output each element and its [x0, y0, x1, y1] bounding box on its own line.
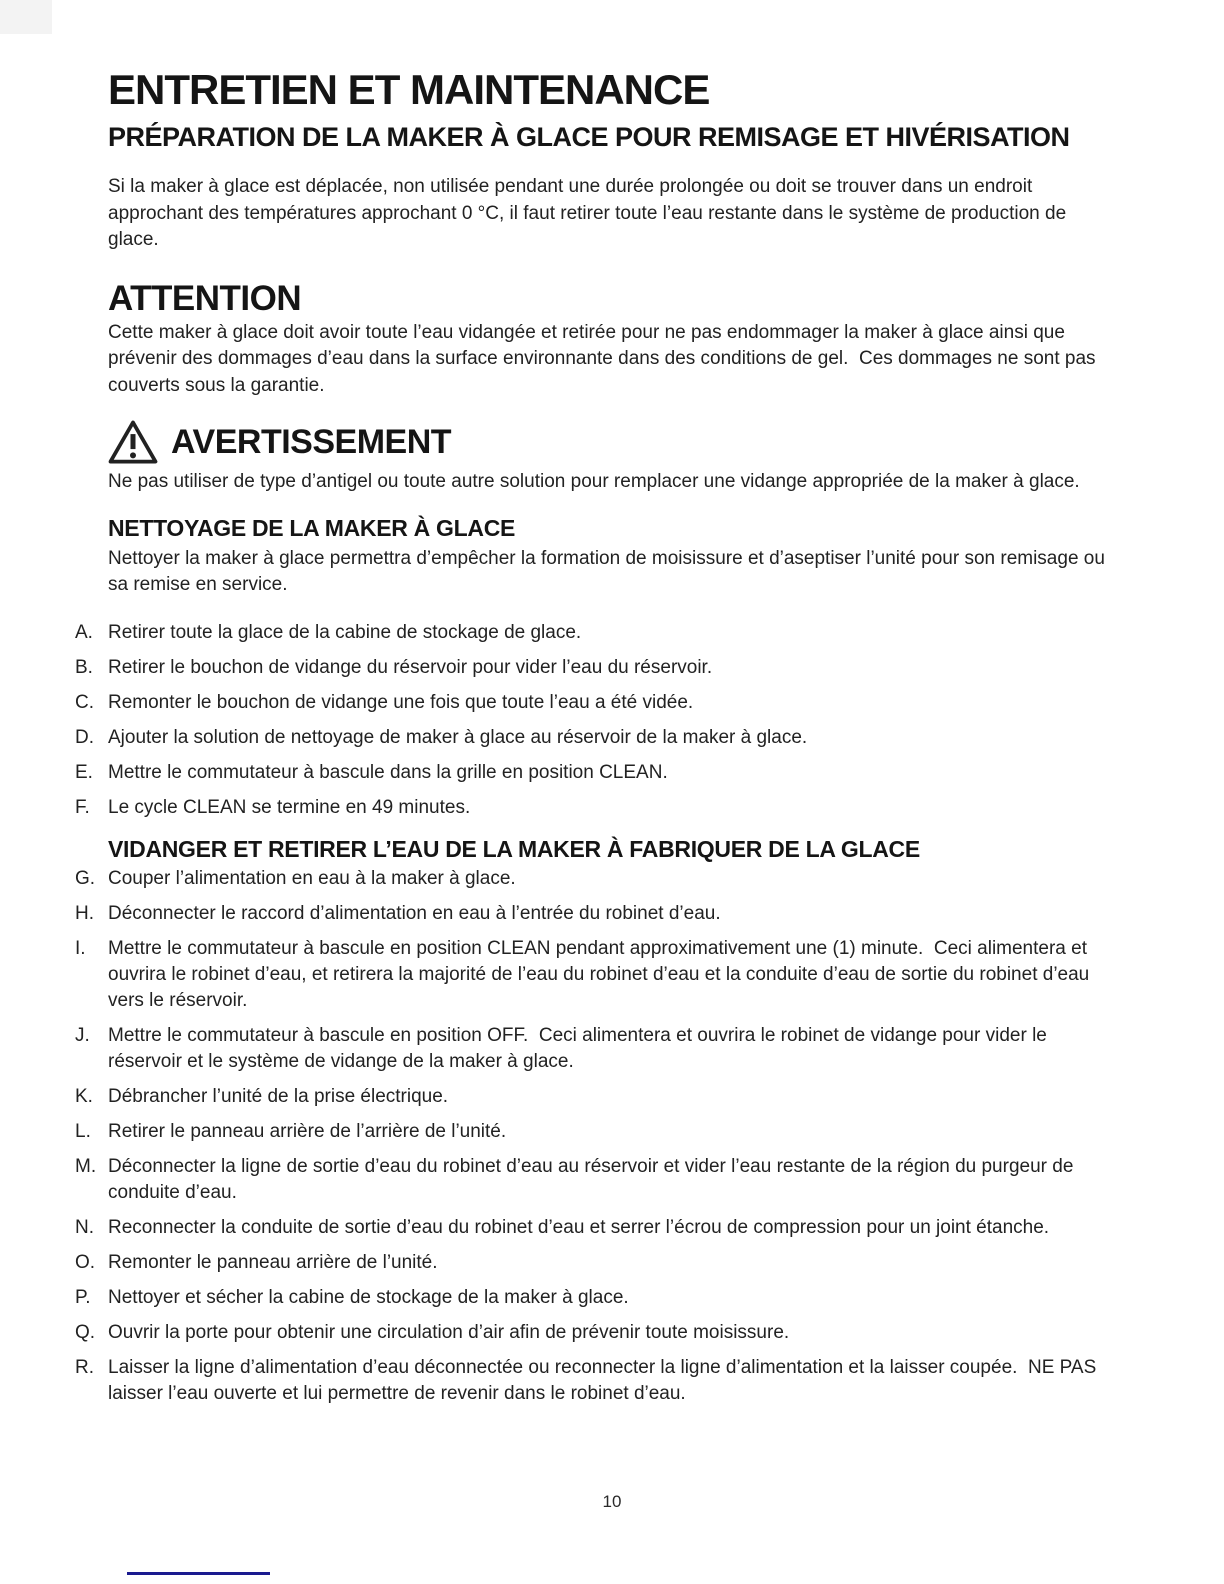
step-letter: M.	[75, 1155, 97, 1177]
step-item-c	[75, 690, 1112, 716]
warning-header	[108, 419, 1112, 465]
step-item-l	[75, 1119, 1112, 1145]
step-letter: A.	[75, 621, 93, 643]
step-item-i	[75, 936, 1112, 1014]
step-letter: H.	[75, 902, 94, 924]
step-text: Reconnecter la conduite de sortie d’eau du robinet d’eau et serrer l’écrou de compression pour un joint étanche.	[108, 1216, 1050, 1238]
step-item-k	[75, 1084, 1112, 1110]
step-letter: P.	[75, 1286, 91, 1308]
draining-heading: VIDANGER ET RETIRER L’EAU DE LA MAKER À FABRIQUER DE LA GLACE	[108, 835, 920, 862]
page-content	[75, 66, 1112, 1416]
draining-steps-list	[75, 866, 1112, 1407]
step-text: Débrancher l’unité de la prise électrique.	[108, 1085, 449, 1107]
cleaning-heading: NETTOYAGE DE LA MAKER À GLACE	[108, 514, 516, 541]
warning-triangle-icon	[108, 419, 158, 465]
step-text: Mettre le commutateur à bascule en position CLEAN pendant approximativement une (1) minute. Ceci alimentera et ouvrira le robinet d’eau, et retirera la majorité de l’eau du robinet d’eau et la conduite d’eau de sortie du robinet d’eau vers le réservoir.	[108, 937, 1095, 1011]
step-item-o	[75, 1250, 1112, 1276]
step-item-h	[75, 901, 1112, 927]
step-text: Remonter le panneau arrière de l’unité.	[108, 1251, 438, 1273]
step-text: Le cycle CLEAN se termine en 49 minutes.	[108, 796, 471, 818]
step-text: Déconnecter la ligne de sortie d’eau du robinet d’eau au réservoir et vider l’eau restante de la région du purgeur de conduite d’eau.	[108, 1155, 1079, 1203]
step-text: Retirer toute la glace de la cabine de stockage de glace.	[108, 621, 582, 643]
step-text: Ouvrir la porte pour obtenir une circulation d’air afin de prévenir toute moisissure.	[108, 1321, 790, 1343]
step-letter: I.	[75, 937, 86, 959]
step-text: Couper l’alimentation en eau à la maker à glace.	[108, 867, 516, 889]
step-text: Remonter le bouchon de vidange une fois que toute l’eau a été vidée.	[108, 691, 694, 713]
intro-paragraph: Si la maker à glace est déplacée, non utilisée pendant une durée prolongée ou doit se trouver dans un endroit approchant des températures approchant 0 °C, il faut retirer toute l’eau restante dans le système de production de glace.	[108, 176, 1072, 250]
step-item-p	[75, 1285, 1112, 1311]
step-letter: G.	[75, 867, 96, 889]
step-letter: F.	[75, 796, 90, 818]
warning-paragraph: Ne pas utiliser de type d’antigel ou toute autre solution pour remplacer une vidange appropriée de la maker à glace.	[108, 471, 1080, 492]
step-text: Ajouter la solution de nettoyage de maker à glace au réservoir de la maker à glace.	[108, 726, 808, 748]
step-text: Nettoyer et sécher la cabine de stockage de la maker à glace.	[108, 1286, 629, 1308]
step-text: Retirer le panneau arrière de l’arrière de l’unité.	[108, 1120, 507, 1142]
warning-heading: AVERTISSEMENT	[171, 423, 452, 461]
page-number: 10	[602, 1492, 622, 1511]
step-letter: Q.	[75, 1321, 96, 1343]
cleaning-paragraph: Nettoyer la maker à glace permettra d’empêcher la formation de moisissure et d’aseptiser l’unité pour son remisage ou sa remise en service.	[108, 547, 1111, 595]
scan-artifact	[0, 0, 52, 34]
step-item-r	[75, 1355, 1112, 1407]
step-letter: R.	[75, 1356, 94, 1378]
step-item-f	[75, 795, 1112, 821]
cleaning-steps-list	[75, 620, 1112, 821]
step-letter: N.	[75, 1216, 94, 1238]
step-item-n	[75, 1215, 1112, 1241]
step-item-m	[75, 1154, 1112, 1206]
step-item-d	[75, 725, 1112, 751]
step-item-e	[75, 760, 1112, 786]
step-text: Laisser la ligne d’alimentation d’eau déconnectée ou reconnecter la ligne d’alimentation et la laisser coupée. NE PAS laisser l’eau ouverte et lui permettre de revenir dans le robinet d’eau.	[108, 1356, 1102, 1404]
step-item-b	[75, 655, 1112, 681]
step-item-j	[75, 1023, 1112, 1075]
step-letter: B.	[75, 656, 93, 678]
main-title: ENTRETIEN ET MAINTENANCE	[108, 66, 710, 113]
attention-heading: ATTENTION	[108, 278, 302, 318]
step-letter: D.	[75, 726, 94, 748]
step-letter: C.	[75, 691, 94, 713]
step-letter: J.	[75, 1024, 90, 1046]
step-item-a	[75, 620, 1112, 646]
attention-paragraph: Cette maker à glace doit avoir toute l’eau vidangée et retirée pour ne pas endommager la maker à glace ainsi que prévenir des dommages d’eau dans la surface environnante dans des conditions de gel. Ces dommages ne sont pas couverts sous la garantie.	[108, 321, 1101, 396]
step-letter: K.	[75, 1085, 93, 1107]
footer-rule	[127, 1572, 270, 1575]
subtitle: PRÉPARATION DE LA MAKER À GLACE POUR REMISAGE ET HIVÉRISATION	[108, 122, 1070, 152]
step-text: Retirer le bouchon de vidange du réservoir pour vider l’eau du réservoir.	[108, 656, 713, 678]
step-text: Mettre le commutateur à bascule dans la grille en position CLEAN.	[108, 761, 668, 783]
step-text: Mettre le commutateur à bascule en position OFF. Ceci alimentera et ouvrira le robinet de vidange pour vider le réservoir et le système de vidange de la maker à glace.	[108, 1024, 1053, 1072]
step-letter: E.	[75, 761, 93, 783]
step-item-g	[75, 866, 1112, 892]
step-letter: L.	[75, 1120, 91, 1142]
step-letter: O.	[75, 1251, 96, 1273]
step-item-q	[75, 1320, 1112, 1346]
step-text: Déconnecter le raccord d’alimentation en eau à l’entrée du robinet d’eau.	[108, 902, 721, 924]
